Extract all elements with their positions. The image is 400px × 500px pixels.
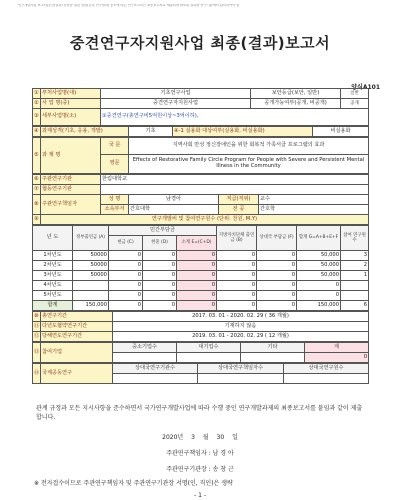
budget-header-inkind: 현물 (D) <box>143 236 177 251</box>
field-value-coop-institution <box>101 185 369 195</box>
budget-cell-other: 0 <box>257 291 297 301</box>
budget-header-gov: 정부출연금 (A) <box>73 226 109 251</box>
field-label-major: 전 공 <box>219 205 259 215</box>
signature-researcher: 주관연구책임자 : 남 경 아 <box>166 450 234 457</box>
field-value-ministry: 기초연구사업 <box>101 89 251 99</box>
submission-statement: 관계 규정과 모든 지시사항을 준수하면서 국가연구개발사업에 따라 수행 중인 연구개발과제의 최종보고서를 붙임과 같이 제출 합니다. <box>36 405 363 422</box>
company-col-total: 계 <box>305 343 369 353</box>
intl-col-institutions: 상대국연구기관수 <box>113 364 198 374</box>
title-table <box>32 137 369 174</box>
report-form <box>32 88 368 384</box>
budget-cell-cash: 0 <box>109 251 143 261</box>
row-number: ⑦ <box>33 185 41 195</box>
budget-cell-total: 0 <box>297 291 341 301</box>
budget-cell-res: 3 <box>341 251 369 261</box>
budget-cell-inkind: 0 <box>143 291 177 301</box>
budget-header-cash: 현금 (C) <box>109 236 143 251</box>
company-col-other: 기타 <box>241 343 305 353</box>
budget-cell-total: 0 <box>297 281 341 291</box>
budget-row <box>33 291 369 301</box>
principal-name: 남경아 <box>129 195 219 205</box>
budget-cell-local: 0 <box>217 281 257 291</box>
budget-cell-local: 0 <box>217 271 257 281</box>
form-number: 양식A101 <box>351 84 380 91</box>
field-label-lead-institution: 주관연구기관 <box>41 175 101 185</box>
budget-sum-gov: 150,000 <box>73 301 109 311</box>
budget-header-year: 년 도 <box>33 226 73 251</box>
budget-cell-inkind: 0 <box>143 271 177 281</box>
field-label-disclosure: 공개가능여부(공개, 비공개) <box>251 99 341 109</box>
budget-cell-gov: 50000 <box>73 271 109 281</box>
institution-table <box>32 174 369 225</box>
budget-sum-local: 0 <box>217 301 257 311</box>
row-number: ④ <box>33 127 41 137</box>
principal-position: 교수 <box>259 195 369 205</box>
budget-cell-res: 2 <box>341 261 369 271</box>
submission-date: 2020년 3 월 30 일 <box>162 434 238 441</box>
field-label-security: 보안등급(보안, 일반) <box>251 89 341 99</box>
budget-cell-total: 50,000 <box>297 261 341 271</box>
field-value-subprogram: ①중견연구(총연구비5억원이상~3억이하), <box>101 109 369 126</box>
budget-cell-year: 4차년도 <box>33 281 73 291</box>
intl-val-researchers <box>284 374 369 384</box>
budget-cell-gov <box>73 291 109 301</box>
international-table <box>32 363 369 384</box>
intl-val-principals <box>198 374 284 384</box>
principal-major: 간호학 <box>259 205 369 215</box>
field-value-program: 중견연구자지원사업 <box>101 99 251 109</box>
budget-cell-total: 50,000 <box>297 251 341 261</box>
page-title: 중견연구자지원사업 최종(결과)보고서 <box>69 34 331 52</box>
row-number: ① <box>33 89 41 99</box>
field-label-principal: 주관연구책임자 <box>41 195 101 215</box>
budget-cell-cash: 0 <box>109 271 143 281</box>
budget-header-local: 지방자치단체 출연금 (B) <box>217 226 257 251</box>
field-label-companies: 참여기업 <box>41 343 113 363</box>
field-label-coop-institution: 협동연구기관 <box>41 185 101 195</box>
field-label-practical: ④-1 실용화 대상여부(실용화, 비실용화) <box>173 127 313 137</box>
intl-val-institutions <box>113 374 198 384</box>
info-table-nature <box>32 126 369 137</box>
page-number: - 1 - <box>194 492 206 499</box>
budget-cell-sub: 0 <box>177 271 217 281</box>
row-number: ⑤ <box>33 138 41 174</box>
field-label-ministry: 부처사업명(대) <box>41 89 101 99</box>
budget-cell-sub: 0 <box>177 251 217 261</box>
company-val-total: 0 <box>305 353 369 363</box>
budget-cell-cash: 0 <box>109 291 143 301</box>
budget-cell-gov: 50000 <box>73 251 109 261</box>
intl-col-principals: 상대국연구책임자수 <box>198 364 284 374</box>
budget-cell-sub: 0 <box>177 261 217 271</box>
field-label-program: 사 업 명(중) <box>41 99 101 109</box>
row-number: ③ <box>33 109 41 126</box>
budget-sum-inkind: 0 <box>143 301 177 311</box>
row-number: ⑧ <box>33 195 41 215</box>
field-label-project-title: 과 제 명 <box>41 138 101 174</box>
company-table <box>32 342 369 363</box>
row-number: ⑪ <box>33 322 41 332</box>
field-value-security: 일반 <box>341 89 369 99</box>
budget-cell-res <box>341 281 369 291</box>
budget-cell-year: 3차년도 <box>33 271 73 281</box>
budget-sum-cash: 0 <box>109 301 143 311</box>
budget-row <box>33 261 369 271</box>
budget-cell-sub: 0 <box>177 281 217 291</box>
field-label-multiyear-period: 다년도협약연구기간 <box>41 322 113 332</box>
info-table-top <box>32 88 369 126</box>
footnote: ※ 전자접수이므로 주관연구책임자 및 주관연구기관장 서명(인, 직인)은 생략 <box>34 480 233 487</box>
budget-cell-other: 0 <box>257 261 297 271</box>
budget-cell-other: 0 <box>257 281 297 291</box>
field-label-nature: 과제성격(기초, 응용, 개발) <box>41 127 129 137</box>
budget-sum-other: 0 <box>257 301 297 311</box>
budget-table <box>32 225 369 311</box>
budget-sum-researchers: 6 <box>341 301 369 311</box>
field-label-english: 영문 <box>101 155 129 174</box>
intl-col-researchers: 상대국연구원수 <box>284 364 369 374</box>
row-number: ⑥ <box>33 175 41 185</box>
project-title-korean: 지역사회 만성 정신장애인을 위한 회복적 가족서클 프로그램의 효과 <box>129 138 369 155</box>
budget-row <box>33 271 369 281</box>
budget-header-other: 상대국 부담금 (F) <box>257 226 297 251</box>
budget-sum-total: 150,000 <box>297 301 341 311</box>
budget-cell-other: 0 <box>257 251 297 261</box>
row-number: ⑬ <box>33 343 41 363</box>
principal-department: 간호대학 <box>129 205 219 215</box>
company-col-sme: 중소기업수 <box>113 343 177 353</box>
budget-cell-year: 2차년도 <box>33 261 73 271</box>
budget-header-private: 민간부담금 <box>109 226 217 236</box>
company-col-large: 대기업수 <box>177 343 241 353</box>
budget-cell-gov <box>73 281 109 291</box>
budget-cell-cash: 0 <box>109 281 143 291</box>
budget-cell-local: 0 <box>217 251 257 261</box>
budget-header-researchers: 참여 연구원수 <box>341 226 369 251</box>
company-val-other <box>241 353 305 363</box>
budget-row <box>33 251 369 261</box>
field-label-position: 직급(직위) <box>219 195 259 205</box>
field-value-disclosure: 공개 <box>341 99 369 109</box>
budget-cell-year: 5차년도 <box>33 291 73 301</box>
budget-cell-cash: 0 <box>109 261 143 271</box>
field-label-current-period: 당해연도연구기간 <box>41 332 113 342</box>
budget-cell-res: 1 <box>341 271 369 281</box>
current-period-value: 2019. 03. 01 - 2020. 02. 29 ( 12 개월) <box>113 332 369 342</box>
row-number: ⑨ <box>33 215 41 225</box>
header-notice: 연구개발사업 보고서(중간/결과) 운용을 위한 법령(등록 연구성과) 공모에 따른 연구보고서는 최종보고서로 제출되며 완료된 결과를 연구기관에서 관리하여야 함 <box>18 4 240 7</box>
row-number: ⑫ <box>33 332 41 342</box>
budget-cell-other: 0 <box>257 271 297 281</box>
field-value-nature: 기초 <box>129 127 173 137</box>
field-label-korean: 국 문 <box>101 138 129 155</box>
budget-section-heading: 연구개발비 및 참여연구원수 (단위: 천원, M.Y) <box>41 215 369 225</box>
field-label-international: 국제공동연구 <box>41 364 113 384</box>
company-val-large <box>177 353 241 363</box>
field-label-department: 소속부서 <box>101 205 129 215</box>
budget-header-subtotal: 소계 E=(C+D) <box>177 236 217 251</box>
budget-sum-subtotal: 0 <box>177 301 217 311</box>
row-number: ⑭ <box>33 364 41 384</box>
budget-cell-local: 0 <box>217 261 257 271</box>
budget-cell-inkind: 0 <box>143 251 177 261</box>
company-val-sme <box>113 353 177 363</box>
row-number: ⑩ <box>33 312 41 322</box>
budget-cell-sub: 0 <box>177 291 217 301</box>
budget-row <box>33 281 369 291</box>
signature-institution: 주관연구기관장 : 송 창 근 <box>166 466 234 473</box>
project-title-english: Effects of Restorative Family Circle Program for People with Severe and Persistent Mental Illness in the Community <box>129 155 369 174</box>
budget-cell-res <box>341 291 369 301</box>
budget-cell-year: 1차년도 <box>33 251 73 261</box>
budget-sum-year: 합계 <box>33 301 73 311</box>
field-label-subprogram: 세부사업명(소) <box>41 109 101 126</box>
field-value-lead-institution: 한림대학교 <box>101 175 369 185</box>
multiyear-period-value: 기재하지 않음 <box>113 322 369 332</box>
period-table <box>32 311 369 342</box>
row-number: ② <box>33 99 41 109</box>
field-value-practical: 비실용화 <box>313 127 369 137</box>
budget-cell-local: 0 <box>217 291 257 301</box>
budget-cell-inkind: 0 <box>143 261 177 271</box>
field-label-name: 성 명 <box>101 195 129 205</box>
total-period-value: 2017. 03. 01 - 2020. 02. 29 ( 36 개월) <box>113 312 369 322</box>
budget-cell-gov: 50000 <box>73 261 109 271</box>
budget-header-total: 합계 G=A+B+E+F <box>297 226 341 251</box>
field-label-total-period: 총연구기간 <box>41 312 113 322</box>
budget-cell-inkind: 0 <box>143 281 177 291</box>
budget-cell-total: 50,000 <box>297 271 341 281</box>
